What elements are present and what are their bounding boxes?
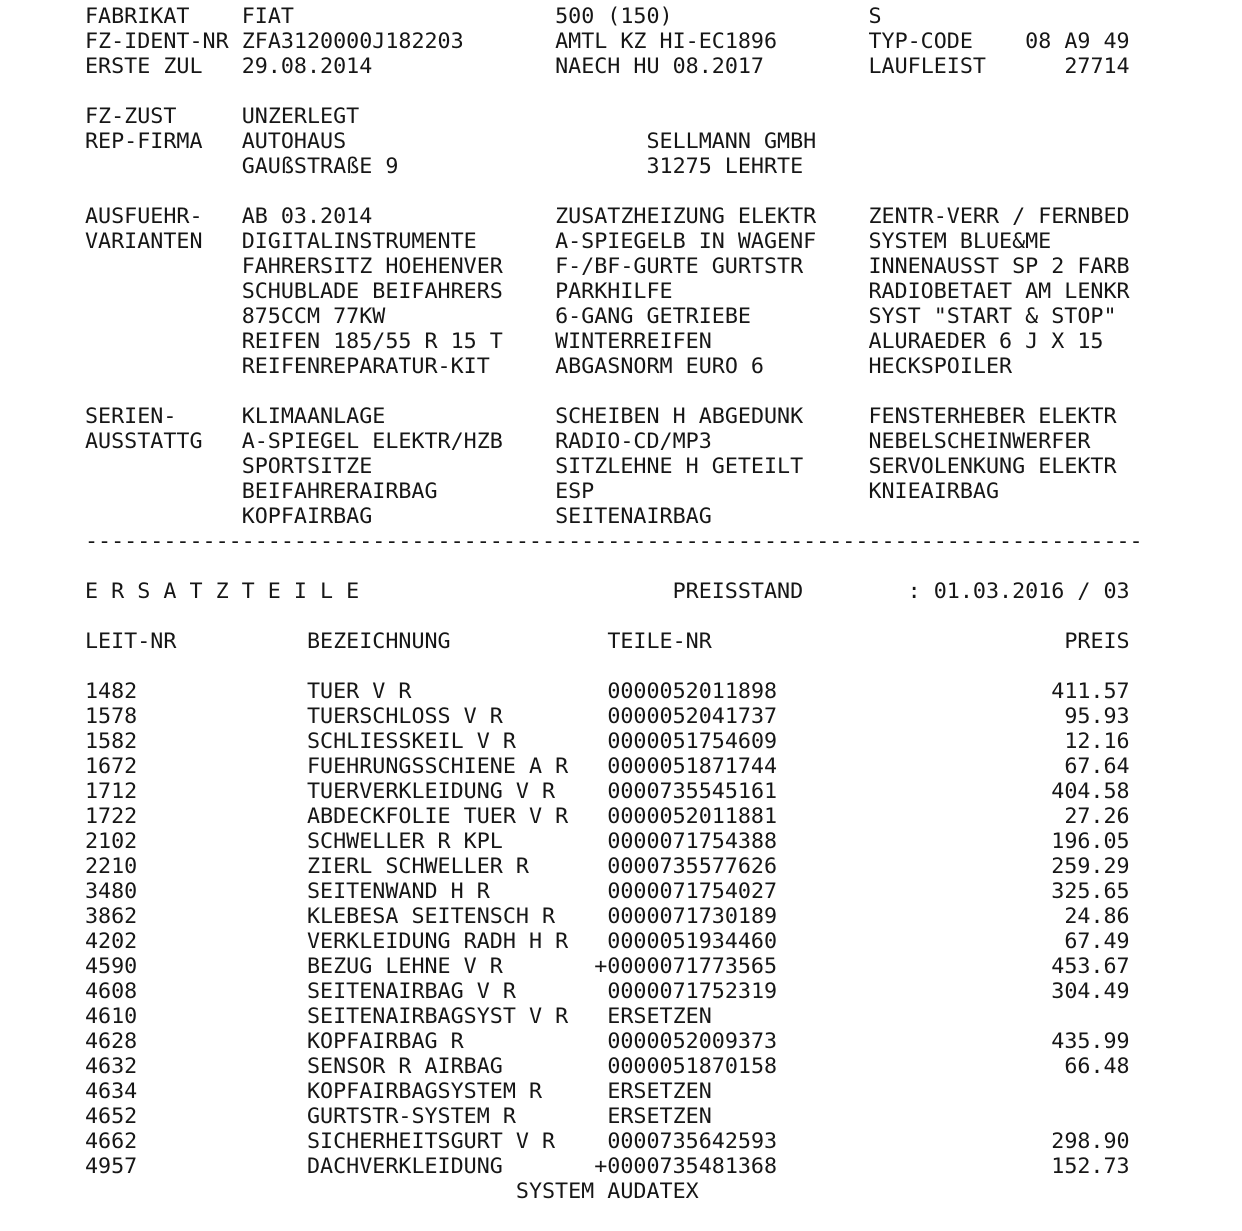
part-preis: 304.49	[1051, 979, 1130, 1004]
footer-system-name: SYSTEM AUDATEX	[515, 1179, 699, 1204]
part-bezeichnung: SENSOR R AIRBAG	[306, 1054, 503, 1079]
part-teile-nr: 0000051754609	[607, 729, 778, 754]
equipment-item: ESP	[555, 479, 595, 504]
part-leit-nr: 2210	[85, 854, 138, 879]
equipment-item: DIGITALINSTRUMENTE	[241, 229, 477, 254]
parts-table-row	[85, 1029, 1242, 1054]
parts-table-row	[85, 1104, 1242, 1129]
equipment-item: A-SPIEGELB IN WAGENF	[555, 229, 817, 254]
equipment-item: KOPFAIRBAG	[241, 504, 373, 529]
variants-row	[85, 279, 1242, 304]
equipment-item: SYST "START & STOP"	[868, 304, 1117, 329]
part-preis: 66.48	[1064, 1054, 1130, 1079]
parts-table-row	[85, 729, 1242, 754]
part-bezeichnung: TUERVERKLEIDUNG V R	[306, 779, 556, 804]
part-bezeichnung: SEITENWAND H R	[306, 879, 490, 904]
part-preis: 95.93	[1064, 704, 1130, 729]
part-leit-nr: 4628	[85, 1029, 138, 1054]
parts-table-row	[85, 854, 1242, 879]
vehicle-header-row	[85, 54, 1242, 79]
report-field-label: FZ-ZUST	[85, 104, 177, 129]
equipment-item: SITZLEHNE H GETEILT	[555, 454, 804, 479]
divider-line	[85, 529, 1242, 554]
part-teile-nr: 0000071730189	[607, 904, 778, 929]
equipment-item: SYSTEM BLUE&ME	[868, 229, 1052, 254]
parts-table-row	[85, 929, 1242, 954]
report-field-label: LAUFLEIST	[868, 54, 986, 79]
variants-row	[85, 229, 1242, 254]
repair-firm-row	[85, 154, 1242, 179]
pricestand-value: : 01.03.2016 / 03	[907, 579, 1130, 604]
part-bezeichnung: GURTSTR-SYSTEM R	[306, 1104, 516, 1129]
part-leit-nr: 4202	[85, 929, 138, 954]
equipment-item: WINTERREIFEN	[555, 329, 712, 354]
section-divider: ---------------------------------------------------------------------------------	[85, 529, 1143, 554]
part-teile-nr: 0000071754027	[607, 879, 778, 904]
repair-firm-name: SELLMANN GMBH	[646, 129, 817, 154]
equipment-item: INNENAUSST SP 2 FARB	[868, 254, 1130, 279]
part-bezeichnung: KOPFAIRBAG R	[306, 1029, 464, 1054]
equipment-item: REIFEN 185/55 R 15 T	[241, 329, 503, 354]
equipment-item: KLIMAANLAGE	[241, 404, 386, 429]
report-field-label: ERSTE ZUL	[85, 54, 203, 79]
part-leit-nr: 4610	[85, 1004, 138, 1029]
series-row	[85, 404, 1242, 429]
part-teile-nr: 0000735577626	[607, 854, 778, 879]
equipment-item: BEIFAHRERAIRBAG	[241, 479, 438, 504]
equipment-item: PARKHILFE	[555, 279, 673, 304]
part-preis: 435.99	[1051, 1029, 1130, 1054]
equipment-item: SPORTSITZE	[241, 454, 373, 479]
part-teile-nr: 0000052041737	[607, 704, 778, 729]
parts-table-row	[85, 754, 1242, 779]
equipment-item: NEBELSCHEINWERFER	[868, 429, 1091, 454]
parts-table-row	[85, 679, 1242, 704]
equipment-item: HECKSPOILER	[868, 354, 1013, 379]
part-bezeichnung: VERKLEIDUNG RADH H R	[306, 929, 569, 954]
part-teile-nr: 0000735545161	[607, 779, 778, 804]
part-teile-nr: ERSETZEN	[607, 1004, 712, 1029]
part-teile-nr: +0000735481368	[594, 1154, 778, 1179]
part-leit-nr: 4608	[85, 979, 138, 1004]
report-field-value: 08 A9 49	[1025, 29, 1130, 54]
report-field-label: FZ-IDENT-NR	[85, 29, 229, 54]
part-teile-nr: 0000071754388	[607, 829, 778, 854]
part-bezeichnung: ZIERL SCHWELLER R	[306, 854, 529, 879]
part-bezeichnung: BEZUG LEHNE V R	[306, 954, 503, 979]
parts-table-row	[85, 804, 1242, 829]
parts-table-row	[85, 979, 1242, 1004]
blank-line	[85, 379, 1242, 404]
part-leit-nr: 3862	[85, 904, 138, 929]
part-leit-nr: 4662	[85, 1129, 138, 1154]
blank-line	[85, 554, 1242, 579]
col-header-bezeichnung: BEZEICHNUNG	[306, 629, 451, 654]
part-preis: 67.64	[1064, 754, 1130, 779]
equipment-item: 6-GANG GETRIEBE	[555, 304, 751, 329]
col-header-leit-nr: LEIT-NR	[85, 629, 177, 654]
variants-row	[85, 254, 1242, 279]
part-teile-nr: 0000071752319	[607, 979, 778, 1004]
equipment-item: 875CCM 77KW	[241, 304, 386, 329]
part-preis: 27.26	[1064, 804, 1130, 829]
part-bezeichnung: FUEHRUNGSSCHIENE A R	[306, 754, 569, 779]
report-field-label: AUSSTATTG	[85, 429, 203, 454]
part-leit-nr: 1578	[85, 704, 138, 729]
report-field-label: AUSFUEHR-	[85, 204, 203, 229]
part-leit-nr: 1722	[85, 804, 138, 829]
part-bezeichnung: TUER V R	[306, 679, 412, 704]
part-teile-nr: 0000052011898	[607, 679, 778, 704]
equipment-item: ZENTR-VERR / FERNBED	[868, 204, 1130, 229]
part-bezeichnung: SCHLIESSKEIL V R	[306, 729, 516, 754]
parts-table-row	[85, 879, 1242, 904]
report-field-label: FABRIKAT	[85, 4, 190, 29]
report-field-value: 500 (150)	[555, 4, 673, 29]
equipment-item: FENSTERHEBER ELEKTR	[868, 404, 1117, 429]
part-leit-nr: 4957	[85, 1154, 138, 1179]
parts-table-row	[85, 704, 1242, 729]
repair-firm-name: AUTOHAUS	[241, 129, 347, 154]
equipment-item: ABGASNORM EURO 6	[555, 354, 764, 379]
footer-line	[85, 1179, 1242, 1204]
part-leit-nr: 4652	[85, 1104, 138, 1129]
parts-table-row	[85, 904, 1242, 929]
equipment-item: SERVOLENKUNG ELEKTR	[868, 454, 1117, 479]
parts-table-row	[85, 1129, 1242, 1154]
part-leit-nr: 3480	[85, 879, 138, 904]
report-field-label: REP-FIRMA	[85, 129, 203, 154]
variants-row	[85, 354, 1242, 379]
series-row	[85, 454, 1242, 479]
equipment-item: RADIOBETAET AM LENKR	[868, 279, 1130, 304]
equipment-item: ALURAEDER 6 J X 15	[868, 329, 1104, 354]
equipment-item: A-SPIEGEL ELEKTR/HZB	[241, 429, 503, 454]
part-leit-nr: 4634	[85, 1079, 138, 1104]
part-teile-nr: 0000051871744	[607, 754, 778, 779]
report-field-value: ZFA3120000J182203	[241, 29, 464, 54]
vehicle-header-row	[85, 29, 1242, 54]
variants-row	[85, 304, 1242, 329]
part-preis: 152.73	[1051, 1154, 1130, 1179]
vehicle-state-row	[85, 104, 1242, 129]
part-leit-nr: 1712	[85, 779, 138, 804]
equipment-item: SCHUBLADE BEIFAHRERS	[241, 279, 503, 304]
equipment-item: FAHRERSITZ HOEHENVER	[241, 254, 503, 279]
series-row	[85, 504, 1242, 529]
equipment-item: REIFENREPARATUR-KIT	[241, 354, 490, 379]
part-teile-nr: 0000735642593	[607, 1129, 778, 1154]
parts-table-row	[85, 1154, 1242, 1179]
part-bezeichnung: KLEBESA SEITENSCH R	[306, 904, 556, 929]
part-preis: 325.65	[1051, 879, 1130, 904]
parts-table-row	[85, 1004, 1242, 1029]
repair-firm-address: GAUßSTRAßE 9	[241, 154, 399, 179]
equipment-item: AB 03.2014	[241, 204, 373, 229]
part-leit-nr: 4632	[85, 1054, 138, 1079]
part-bezeichnung: SEITENAIRBAG V R	[306, 979, 516, 1004]
parts-table-row	[85, 779, 1242, 804]
part-leit-nr: 1672	[85, 754, 138, 779]
variants-row	[85, 204, 1242, 229]
report-field-value: 27714	[1064, 54, 1130, 79]
part-preis: 259.29	[1051, 854, 1130, 879]
part-preis: 404.58	[1051, 779, 1130, 804]
equipment-item: ZUSATZHEIZUNG ELEKTR	[555, 204, 817, 229]
repair-firm-row	[85, 129, 1242, 154]
part-preis: 196.05	[1051, 829, 1130, 854]
part-leit-nr: 1582	[85, 729, 138, 754]
blank-line	[85, 79, 1242, 104]
report-field-label: VARIANTEN	[85, 229, 203, 254]
report-field-value: AMTL KZ HI-EC1896	[555, 29, 778, 54]
part-leit-nr: 4590	[85, 954, 138, 979]
equipment-item: SEITENAIRBAG	[555, 504, 712, 529]
part-preis: 411.57	[1051, 679, 1130, 704]
part-teile-nr: 0000051934460	[607, 929, 778, 954]
report-field-label: SERIEN-	[85, 404, 177, 429]
parts-table-row	[85, 1054, 1242, 1079]
repair-firm-address: 31275 LEHRTE	[646, 154, 804, 179]
equipment-item: F-/BF-GURTE GURTSTR	[555, 254, 804, 279]
part-bezeichnung: KOPFAIRBAGSYSTEM R	[306, 1079, 543, 1104]
equipment-item: SCHEIBEN H ABGEDUNK	[555, 404, 804, 429]
col-header-teile-nr: TEILE-NR	[607, 629, 712, 654]
equipment-item: KNIEAIRBAG	[868, 479, 1000, 504]
parts-table-row	[85, 1079, 1242, 1104]
col-header-preis: PREIS	[1064, 629, 1130, 654]
report-field-label: TYP-CODE	[868, 29, 973, 54]
part-bezeichnung: TUERSCHLOSS V R	[306, 704, 503, 729]
blank-line	[85, 604, 1242, 629]
part-preis: 453.67	[1051, 954, 1130, 979]
parts-table-row	[85, 829, 1242, 854]
series-row	[85, 479, 1242, 504]
parts-title-row	[85, 579, 1242, 604]
part-bezeichnung: DACHVERKLEIDUNG	[306, 1154, 503, 1179]
variants-row	[85, 329, 1242, 354]
blank-line	[85, 654, 1242, 679]
part-teile-nr: ERSETZEN	[607, 1079, 712, 1104]
parts-header-row	[85, 629, 1242, 654]
vehicle-header-row	[85, 4, 1242, 29]
part-preis: 298.90	[1051, 1129, 1130, 1154]
part-preis: 67.49	[1064, 929, 1130, 954]
parts-table-row	[85, 954, 1242, 979]
part-bezeichnung: SEITENAIRBAGSYST V R	[306, 1004, 569, 1029]
part-teile-nr: 0000052009373	[607, 1029, 778, 1054]
report-field-value: FIAT	[241, 4, 294, 29]
report-field-value: 29.08.2014	[241, 54, 373, 79]
part-preis: 24.86	[1064, 904, 1130, 929]
part-leit-nr: 2102	[85, 829, 138, 854]
parts-section-title: E R S A T Z T E I L E	[85, 579, 360, 604]
equipment-item: RADIO-CD/MP3	[555, 429, 712, 454]
part-preis: 12.16	[1064, 729, 1130, 754]
report-field-label: S	[868, 4, 882, 29]
part-teile-nr: 0000051870158	[607, 1054, 778, 1079]
pricestand-label: PREISSTAND	[672, 579, 804, 604]
series-row	[85, 429, 1242, 454]
part-teile-nr: +0000071773565	[594, 954, 778, 979]
part-teile-nr: ERSETZEN	[607, 1104, 712, 1129]
part-teile-nr: 0000052011881	[607, 804, 778, 829]
part-bezeichnung: SICHERHEITSGURT V R	[306, 1129, 556, 1154]
blank-line	[85, 179, 1242, 204]
part-leit-nr: 1482	[85, 679, 138, 704]
part-bezeichnung: SCHWELLER R KPL	[306, 829, 503, 854]
part-bezeichnung: ABDECKFOLIE TUER V R	[306, 804, 569, 829]
report-field-value: UNZERLEGT	[241, 104, 360, 129]
report-field-value: NAECH HU 08.2017	[555, 54, 764, 79]
